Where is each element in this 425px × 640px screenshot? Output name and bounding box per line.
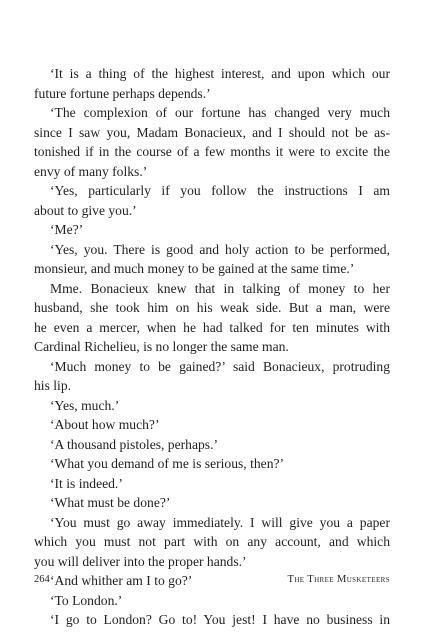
text-line: about to give you.’	[34, 202, 137, 218]
text-line: ‘Yes, you. There is good and holy action to be performed,	[50, 241, 390, 257]
text-line: ‘To London.’	[50, 592, 123, 608]
text-line: you will deliver into the proper hands.’	[34, 553, 247, 569]
text-line: which you must not part with on any account, and which	[34, 534, 390, 549]
text-line: ‘And whither am I to go?’	[50, 573, 193, 588]
text-line: husband, she took him on his weak side. But a man, were	[34, 300, 390, 315]
text-line: he even a mercer, when he had talked for ten minutes with	[34, 319, 390, 335]
text-line: ‘About how much?’	[50, 417, 160, 432]
text-line: Cardinal Richelieu, is no longer the same man.	[34, 339, 289, 354]
text-line: Mme. Bonacieux knew that in talking of money to her	[50, 280, 390, 296]
text-line: ‘Much money to be gained?’ said Bonacieux, protruding	[50, 358, 390, 374]
text-line: ‘It is indeed.’	[50, 475, 123, 491]
text-line: monsieur, and much money to be gained at the same time.’	[34, 261, 355, 276]
text-line: ‘It is a thing of the highest interest, and upon which our	[50, 66, 390, 81]
page-footer	[34, 572, 390, 588]
text-line: since I saw you, Madam Bonacieux, and I should not be as-	[34, 124, 390, 140]
text-line: envy of many folks.’	[34, 163, 148, 179]
text-line: tonished if in the course of a few months it were to excite the	[34, 144, 390, 159]
text-line: his lip.	[34, 378, 72, 393]
text-line: ‘Yes, particularly if you follow the instructions I am	[50, 183, 390, 198]
text-line: ‘A thousand pistoles, perhaps.’	[50, 436, 219, 452]
text-line: ‘You must go away immediately. I will give you a paper	[50, 514, 390, 530]
running-title: The Three Musketeers	[287, 574, 390, 585]
text-line: ‘I go to London? Go to! You jest! I have no business in	[50, 612, 390, 627]
page-number: 264	[34, 574, 50, 585]
text-block	[34, 64, 390, 630]
text-line: ‘What you demand of me is serious, then?’	[50, 456, 285, 471]
text-line: ‘The complexion of our fortune has changed very much	[50, 105, 390, 120]
text-line: ‘What must be done?’	[50, 495, 171, 510]
text-line: future fortune perhaps depends.’	[34, 85, 211, 101]
text-line: ‘Yes, much.’	[50, 397, 120, 413]
text-line: ‘Me?’	[50, 222, 84, 237]
